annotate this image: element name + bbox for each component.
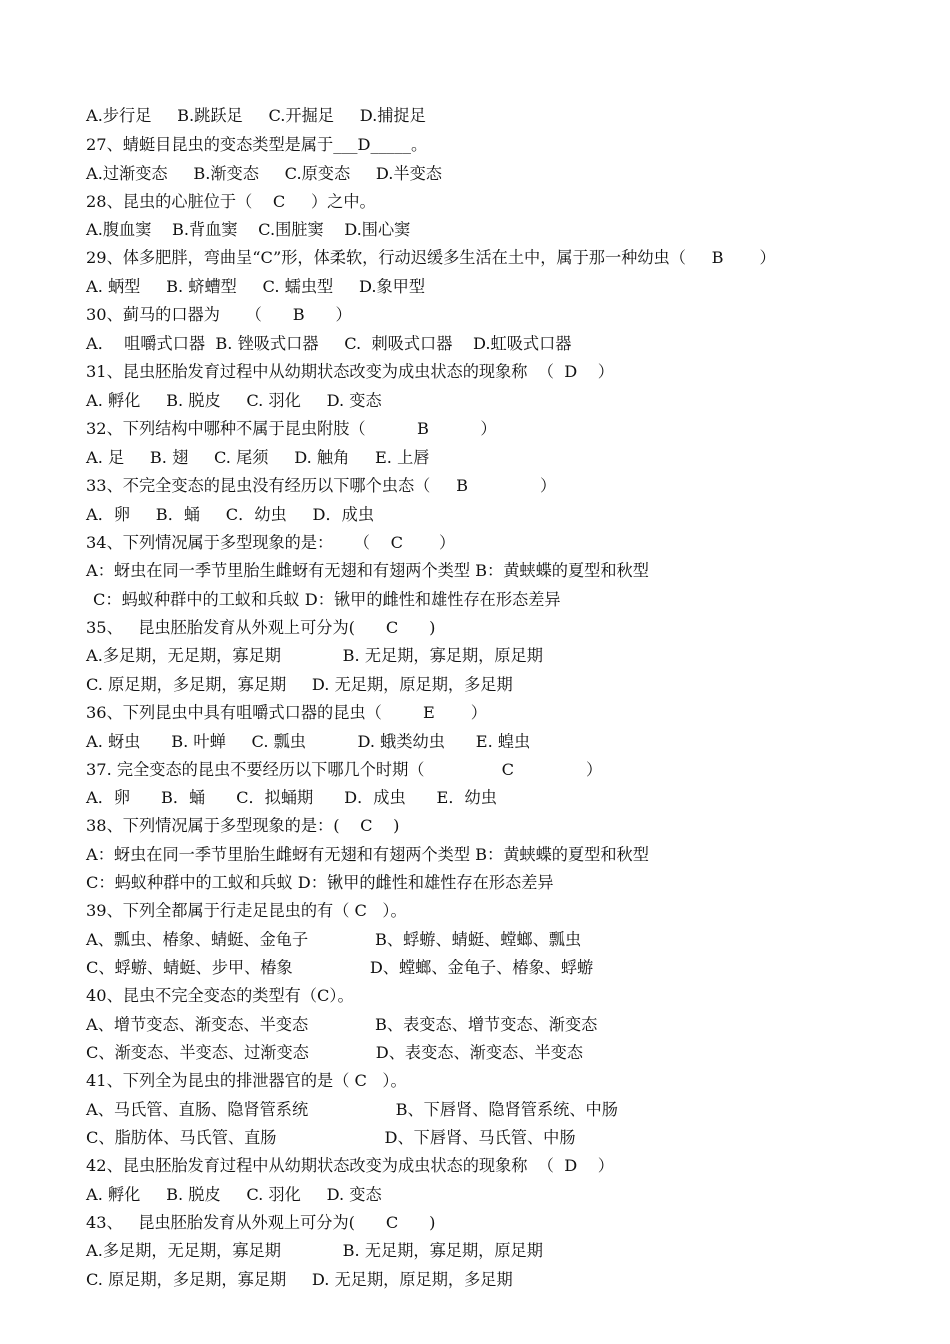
- text-line: A．卵 B．蛹 C．幼虫 D．成虫: [86, 505, 375, 524]
- text-line: A. 孵化 B. 脱皮 C. 羽化 D. 变态: [86, 391, 382, 410]
- question-30: 30、蓟马的口器为 （ B ）: [86, 305, 352, 324]
- question-36: 36、下列昆虫中具有咀嚼式口器的昆虫（ E ）: [86, 703, 487, 722]
- text-line: A、增节变态、渐变态、半变态 B、表变态、增节变态、渐变态: [86, 1015, 598, 1034]
- question-28: 28、昆虫的心脏位于（ C ）之中。: [86, 192, 376, 211]
- question-31: 31、昆虫胚胎发育过程中从幼期状态改变为成虫状态的现象称 （ D ）: [86, 362, 614, 381]
- text-line: A：蚜虫在同一季节里胎生雌蚜有无翅和有翅两个类型 B：黄蛱蝶的夏型和秋型: [86, 845, 649, 864]
- question-39: 39、下列全都属于行走足昆虫的有（ C ）。: [86, 901, 407, 920]
- text-line: A． 咀嚼式口器 B. 锉吸式口器 C. 刺吸式口器 D.虹吸式口器: [86, 334, 572, 353]
- question-42: 42、昆虫胚胎发育过程中从幼期状态改变为成虫状态的现象称 （ D ）: [86, 1156, 614, 1175]
- text-line: A.多足期，无足期，寡足期 B. 无足期，寡足期，原足期: [86, 646, 543, 665]
- text-line: A.过渐变态 B.渐变态 C.原变态 D.半变态: [86, 164, 442, 183]
- text-line: A．卵 B．蛹 C．拟蛹期 D．成虫 E．幼虫: [86, 788, 497, 807]
- question-43: 43、 昆虫胚胎发育从外观上可分为( C ): [86, 1213, 436, 1232]
- text-line: A.腹血窦 B.背血窦 C.围脏窦 D.围心窦: [86, 220, 411, 239]
- question-37: 37. 完全变态的昆虫不要经历以下哪几个时期（ C ）: [86, 760, 603, 779]
- text-line: A. 蚜虫 B. 叶蝉 C. 瓢虫 D. 蛾类幼虫 E. 蝗虫: [86, 732, 531, 751]
- text-line: C：蚂蚁种群中的工蚁和兵蚁 D：锹甲的雌性和雄性存在形态差异: [86, 873, 554, 892]
- text-line: C、脂肪体、马氏管、直肠 D、下唇肾、马氏管、中肠: [86, 1128, 576, 1147]
- question-38: 38、下列情况属于多型现象的是：( C ): [86, 816, 400, 835]
- text-line: C. 原足期，多足期，寡足期 D. 无足期，原足期，多足期: [86, 675, 513, 694]
- text-line: A.多足期，无足期，寡足期 B. 无足期，寡足期，原足期: [86, 1241, 543, 1260]
- question-34: 34、下列情况属于多型现象的是： （ C ）: [86, 533, 456, 552]
- question-32: 32、下列结构中哪种不属于昆虫附肢（ B ）: [86, 419, 497, 438]
- text-line: A. 蛃型 B. 蛴螬型 C. 蠕虫型 D.象甲型: [86, 277, 426, 296]
- question-41: 41、下列全为昆虫的排泄器官的是（ C ）。: [86, 1071, 407, 1090]
- text-line: A、马氏管、直肠、隐肾管系统 B、下唇肾、隐肾管系统、中肠: [86, 1100, 618, 1119]
- question-33: 33、不完全变态的昆虫没有经历以下哪个虫态（ B ）: [86, 476, 557, 495]
- question-27: 27、蜻蜓目昆虫的变态类型是属于___D_____。: [86, 135, 428, 154]
- question-40: 40、昆虫不完全变态的类型有（C）。: [86, 986, 354, 1005]
- question-35: 35、 昆虫胚胎发育从外观上可分为( C ): [86, 618, 436, 637]
- question-29: 29、体多肥胖，弯曲呈“C”形，体柔软，行动迟缓多生活在土中，属于那一种幼虫（ B ）: [86, 248, 776, 267]
- text-line: C、渐变态、半变态、过渐变态 D、表变态、渐变态、半变态: [86, 1043, 583, 1062]
- text-line: A. 足 B. 翅 C. 尾须 D. 触角 E. 上唇: [86, 448, 430, 467]
- text-line: A. 孵化 B. 脱皮 C. 羽化 D. 变态: [86, 1185, 382, 1204]
- text-line: C、蜉蝣、蜻蜓、步甲、椿象 D、螳螂、金龟子、椿象、蜉蝣: [86, 958, 594, 977]
- text-line: A、瓢虫、椿象、蜻蜓、金龟子 B、蜉蝣、蜻蜓、螳螂、瓢虫: [86, 930, 582, 949]
- text-line: A：蚜虫在同一季节里胎生雌蚜有无翅和有翅两个类型 B：黄蛱蝶的夏型和秋型: [86, 561, 649, 580]
- text-line: A.步行足 B.跳跃足 C.开掘足 D.捕捉足: [86, 106, 426, 125]
- text-line: C. 原足期，多足期，寡足期 D. 无足期，原足期，多足期: [86, 1270, 513, 1289]
- text-line: C：蚂蚁种群中的工蚁和兵蚁 D：锹甲的雌性和雄性存在形态差异: [93, 590, 561, 609]
